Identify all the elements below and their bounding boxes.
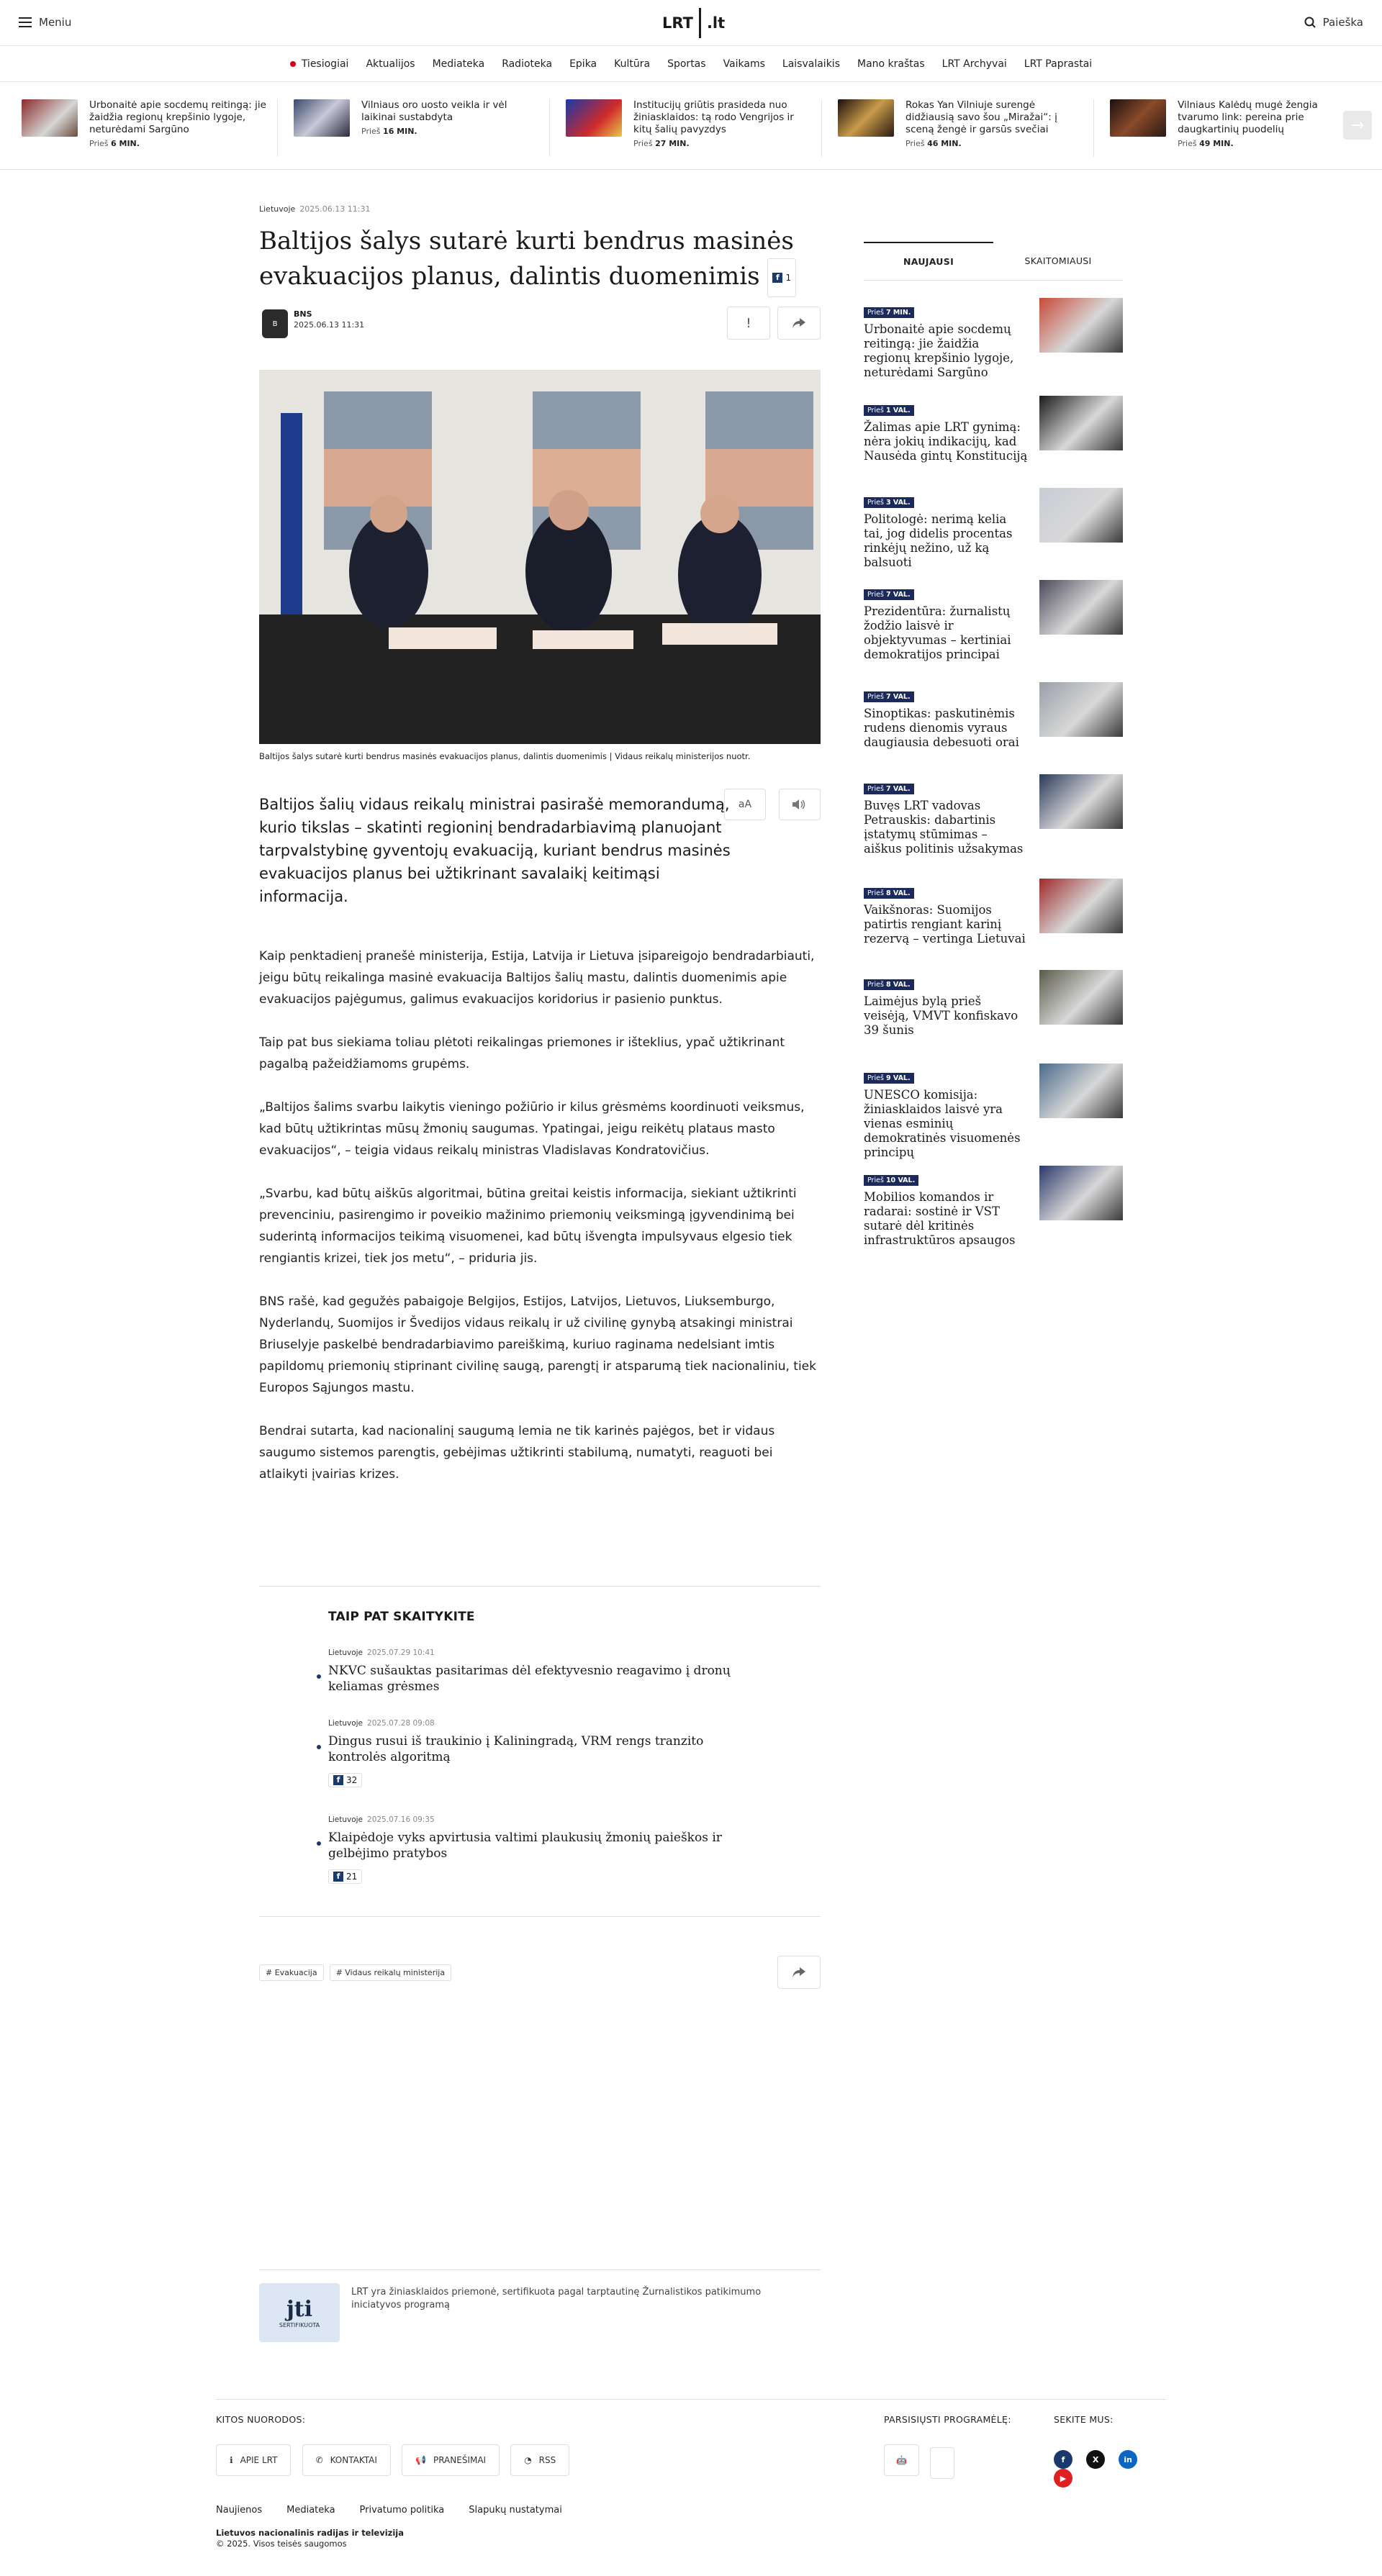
announcements-button[interactable]: 📢 PRANEŠIMAI — [402, 2444, 500, 2476]
jti-logo[interactable]: jti SERTIFIKUOTA — [259, 2283, 340, 2342]
also-read-section — [259, 1586, 821, 1917]
footer-link[interactable]: Mediateka — [286, 2505, 335, 2516]
jti-text: LRT yra žiniasklaidos priemonė, sertifikuota pagal tarptautinę Žurnalistikos patikimumo iniciatyvos programą — [351, 2287, 762, 2310]
strip-item[interactable] — [294, 99, 550, 157]
sidebar-item-title: Sinoptikas: paskutinėmis rudens dienomis vyraus daugiausia debesuoti orai — [864, 707, 1019, 749]
sidebar-item-title: Mobilios komandos ir radarai: sostinė ir VST sutarė dėl kritinės infrastruktūros apsaugos — [864, 1190, 1016, 1247]
article-section[interactable]: Lietuvoje — [259, 204, 296, 214]
article-meta — [259, 204, 821, 214]
article-lead: Baltijos šalių vidaus reikalų ministrai pasirašė memorandumą, kurio tikslas – skatinti regioninį bendradarbiavimą planuojant tarpvalstybinę gyventojų evakuaciją, kuriant bendrus masinės evakuacijos planus bei užtikrinant savalaikį keitimąsi informacija. — [259, 796, 731, 905]
sidebar-thumbnail — [1039, 396, 1123, 450]
strip-title: Vilniaus oro uosto veikla ir vėl laikinai sustabdyta — [361, 99, 507, 123]
sidebar-item-title: Prezidentūra: žurnalistų žodžio laisvė ir objektyvumas – kertiniai demokratijos principai — [864, 604, 1011, 661]
time-badge: Prieš 8 VAL. — [864, 979, 914, 990]
author-date: 2025.06.13 11:31 — [294, 320, 365, 330]
listen-button[interactable] — [779, 789, 821, 820]
strip-time: Prieš 16 MIN. — [361, 127, 417, 136]
strip-thumbnail — [566, 99, 622, 137]
tab-most-read[interactable]: SKAITOMIAUSI — [1024, 255, 1092, 266]
sidebar-item[interactable] — [864, 884, 1123, 946]
share-arrow-icon — [792, 1967, 805, 1977]
strip-item[interactable] — [838, 99, 1094, 157]
sidebar-item-title: Žalimas apie LRT gynimą: nėra jokių indikacijų, kad Nausėda gintų Konstituciją — [864, 420, 1028, 463]
share-button-bottom[interactable] — [777, 1956, 821, 1989]
social-links — [1054, 2450, 1166, 2487]
facebook-icon: f — [333, 1872, 343, 1882]
sidebar-tabs — [864, 242, 1123, 281]
tab-newest[interactable]: NAUJAUSI — [864, 242, 993, 280]
sidebar-item-title: Urbonaitė apie socdemų reitingą: jie žaidžia regionų krepšinio lygoje, neturėdami Sargūno — [864, 322, 1014, 379]
ios-app-button[interactable] — [930, 2447, 954, 2479]
nav-item[interactable]: Mano kraštas — [857, 58, 925, 70]
facebook-share-count[interactable]: f 32 — [328, 1773, 362, 1787]
sidebar-item[interactable] — [864, 976, 1123, 1038]
facebook-share-count[interactable]: f 21 — [328, 1869, 362, 1884]
also-read-meta: Lietuvoje 2025.07.28 09:08 — [328, 1719, 435, 1728]
sidebar-item[interactable] — [864, 688, 1123, 750]
strip-time: Prieš 6 MIN. — [89, 139, 140, 148]
jti-certification — [259, 2269, 821, 2342]
strip-item[interactable] — [22, 99, 278, 157]
rss-icon: ◔ — [524, 2455, 532, 2465]
facebook-icon: f — [333, 1775, 343, 1785]
speaker-icon — [792, 799, 807, 810]
paragraph: Taip pat bus siekiama toliau plėtoti reikalingas priemones ir išteklius, ypač užtikrinant pagalbą pažeidžiamoms grupėms. — [259, 1035, 785, 1071]
strip-thumbnail — [838, 99, 894, 137]
also-read-title: Dingus rusui iš traukinio į Kaliningradą, VRM rengs tranzito kontrolės algoritmą — [328, 1733, 760, 1765]
author-name: BNS — [294, 309, 312, 319]
strip-title: Urbonaitė apie socdemų reitingą: jie žaidžia regionų krepšinio lygoje, neturėdami Sargūno — [89, 99, 266, 135]
paragraph: Bendrai sutarta, kad nacionalinį saugumą lemia ne tik karinės pajėgos, bet ir vidaus saugumo sistemos parengtis, gebėjimas užtikrinti stabilumą, numatyti, reaguoti bei atlaikyti įvairias krizes. — [259, 1424, 775, 1482]
sidebar-item-title: Vaikšnoras: Suomijos patirtis rengiant karinį rezervą – vertinga Lietuvai — [864, 903, 1026, 945]
nav-item[interactable]: Radioteka — [502, 58, 553, 70]
share-button[interactable] — [777, 307, 821, 340]
menu-button[interactable] — [19, 16, 71, 29]
footer-link[interactable]: Privatumo politika — [359, 2505, 445, 2516]
also-read-item[interactable] — [328, 1815, 760, 1884]
sidebar-item-title: Buvęs LRT vadovas Petrauskis: dabartinis įstatymų stūmimas – aiškus politinis užsakymas — [864, 799, 1024, 856]
sidebar — [864, 242, 1123, 1247]
phone-icon: ✆ — [315, 2455, 323, 2465]
also-read-title: NKVC sušauktas pasitarimas dėl efektyvesnio reagavimo į dronų keliamas grėsmes — [328, 1663, 760, 1695]
hamburger-icon — [19, 17, 32, 27]
nav-item[interactable]: LRT Paprastai — [1024, 58, 1093, 70]
strip-title: Vilniaus Kalėdų mugė žengia tvarumo link: pereina prie daugkartinių puodelių — [1178, 99, 1318, 135]
reading-tools — [724, 789, 821, 820]
facebook-icon: f — [772, 273, 782, 283]
sidebar-item[interactable] — [864, 780, 1123, 856]
live-dot-icon — [290, 61, 296, 67]
author-block[interactable] — [262, 309, 364, 338]
time-badge: Prieš 3 VAL. — [864, 497, 914, 508]
strip-thumbnail — [22, 99, 78, 137]
strip-next-button[interactable] — [1343, 111, 1372, 140]
strip-thumbnail — [294, 99, 350, 137]
copyright-text: © 2025. Visos teisės saugomos — [216, 2539, 347, 2549]
sidebar-thumbnail — [1039, 488, 1123, 543]
menu-label: Meniu — [39, 16, 72, 29]
footer-link[interactable]: Slapukų nustatymai — [469, 2505, 562, 2516]
paragraph: „Baltijos šalims svarbu laikytis vieningo požiūrio ir kilus grėsmėms koordinuoti veiksmus, kad būtų užtikrintas mūsų žmonių saugumas. Ypatingai, jeigu reikėtų plataus masto evakuacijos“, – teigia vidaus reikalų ministras Vladislavas Kondratovičius. — [259, 1100, 805, 1158]
footer-link[interactable]: Naujienos — [216, 2505, 263, 2516]
sidebar-item[interactable] — [864, 586, 1123, 662]
font-size-icon: aA — [738, 799, 752, 810]
also-read-meta: Lietuvoje 2025.07.16 09:35 — [328, 1815, 435, 1824]
copyright — [216, 2528, 404, 2549]
nav-item[interactable]: Kultūra — [614, 58, 651, 70]
main-nav — [0, 46, 1382, 82]
font-size-button[interactable] — [724, 789, 766, 820]
avatar: B — [262, 309, 288, 338]
share-arrow-icon — [792, 318, 805, 328]
paragraph: BNS rašė, kad gegužės pabaigoje Belgijos, Estijos, Latvijos, Lietuvos, Liuksemburgo, Nyderlandų, Suomijos ir Švedijos vidaus reikalų ir už civilinę gynybą atsakingi ministrai Briuselyje paskelbė bendradarbiavimo pareiškimą, kuriuo raginama nedelsiant imtis papildomų priemonių stiprinant civilinę saugą, parengtį ir atsparumą tiek nacionaliniu, tiek Europos Sąjungos mastu. — [259, 1294, 816, 1395]
android-icon: 🤖 — [896, 2455, 907, 2465]
sidebar-item-title: UNESCO komisija: žiniasklaidos laisvė yra vienas esminių demokratinės visuomenės principų — [864, 1088, 1021, 1159]
ministers-signing-photo — [259, 370, 821, 744]
exclamation-icon: ! — [746, 315, 751, 331]
search-button[interactable] — [1304, 16, 1363, 29]
strip-title: Rokas Yan Vilniuje surengė didžiausią savo šou „Miražai“: į sceną žengė ir garsūs svečiai — [905, 99, 1057, 135]
time-badge: Prieš 10 VAL. — [864, 1175, 918, 1186]
rss-button[interactable]: ◔ RSS — [510, 2444, 569, 2476]
time-badge: Prieš 8 VAL. — [864, 888, 914, 899]
nav-item[interactable]: Mediateka — [432, 58, 485, 70]
sidebar-thumbnail — [1039, 879, 1123, 933]
linkedin-icon[interactable]: in — [1119, 2450, 1137, 2469]
sidebar-item-title: Politologė: nerimą kelia tai, jog didelis procentas rinkėjų nežino, už ką balsuoti — [864, 512, 1013, 569]
paragraph: Kaip penktadienį pranešė ministerija, Estija, Latvija ir Lietuva įsipareigojo bendradarbiauti, jeigu būtų reikalinga masinė evakuacija Baltijos šalių mastu, dalintis duomenimis apie evakuacijos pajėgumus, galimus evakuacijos koridorius ir pasienio punktus. — [259, 949, 815, 1007]
nav-item[interactable]: Aktualijos — [366, 58, 415, 70]
lrt-logo[interactable] — [662, 7, 725, 39]
also-read-meta: Lietuvoje 2025.07.29 10:41 — [328, 1648, 435, 1657]
nav-item[interactable]: LRT Archyvai — [941, 58, 1007, 70]
x-icon[interactable]: X — [1086, 2450, 1105, 2469]
article-tags — [259, 1964, 451, 1981]
strip-time: Prieš 27 MIN. — [633, 139, 690, 148]
youtube-icon[interactable]: ▶ — [1054, 2469, 1072, 2487]
footer-follow-label: SEKITE MUS: — [1054, 2414, 1114, 2425]
footer-buttons — [216, 2444, 577, 2476]
nav-item[interactable]: Sportas — [667, 58, 706, 70]
megaphone-icon: 📢 — [415, 2455, 426, 2465]
time-badge: Prieš 1 VAL. — [864, 405, 914, 416]
strip-time: Prieš 46 MIN. — [905, 139, 962, 148]
facebook-share-count[interactable]: f 1 — [767, 258, 796, 297]
tag-link[interactable]: # Vidaus reikalų ministerija — [330, 1964, 452, 1981]
logo-lt: .lt — [706, 14, 726, 32]
paragraph: „Svarbu, kad būtų aiškūs algoritmai, būtina greitai keistis informacija, siekiant užtikrinti prevenciniu, pasirengimo ir poveikio mažinimo priemonių veiksmingą įgyvendinimą bei suderintą informacijos teikimą visuomenei, kad būtų išvengta impulsyvaus elgesio tiek rengiantis krizei, tiek jos metu“, – priduria jis. — [259, 1187, 797, 1266]
info-icon: ℹ — [230, 2455, 233, 2465]
sidebar-thumbnail — [1039, 682, 1123, 737]
strip-item[interactable] — [566, 99, 822, 157]
strip-item[interactable] — [1110, 99, 1366, 157]
about-button[interactable]: ℹ APIE LRT — [216, 2444, 291, 2476]
also-read-item[interactable] — [328, 1719, 760, 1787]
search-icon — [1304, 17, 1316, 28]
nav-item[interactable]: Laisvalaikis — [782, 58, 840, 70]
article-title: Baltijos šalys sutarė kurti bendrus masinės evakuacijos planus, dalintis duomenimis f 1 — [259, 224, 821, 297]
time-badge: Prieš 7 MIN. — [864, 307, 914, 318]
sidebar-thumbnail — [1039, 1166, 1123, 1220]
logo-lrt: LRT — [662, 14, 693, 32]
article-date: 2025.06.13 11:31 — [299, 204, 371, 214]
organization-name: Lietuvos nacionalinis radijas ir televizija — [216, 2528, 405, 2538]
footer-app-label: PARSISIŲSTI PROGRAMĖLĘ: — [884, 2414, 1011, 2425]
article-body — [259, 945, 821, 1507]
nav-item-live[interactable]: Tiesiogiai — [281, 58, 358, 70]
sidebar-thumbnail — [1039, 970, 1123, 1025]
sidebar-item-title: Laimėjus bylą prieš veisėją, VMVT konfiskavo 39 šunis — [864, 994, 1019, 1037]
nav-item[interactable]: Vaikams — [723, 58, 765, 70]
sidebar-thumbnail — [1039, 1063, 1123, 1118]
time-badge: Prieš 7 VAL. — [864, 784, 914, 794]
nav-item[interactable]: Epika — [569, 58, 597, 70]
time-badge: Prieš 7 VAL. — [864, 691, 914, 702]
sidebar-item[interactable] — [864, 1069, 1123, 1160]
also-read-heading: TAIP PAT SKAITYKITE — [328, 1610, 475, 1624]
app-buttons — [884, 2444, 962, 2479]
tag-link[interactable]: # Evakuacija — [259, 1964, 324, 1981]
also-read-title: Klaipėdoje vyks apvirtusia valtimi plaukusių žmonių paieškos ir gelbėjimo pratybos — [328, 1830, 760, 1861]
strip-thumbnail — [1110, 99, 1166, 137]
sidebar-thumbnail — [1039, 580, 1123, 635]
contacts-button[interactable]: ✆ KONTAKTAI — [302, 2444, 391, 2476]
arrow-right-icon: → — [1350, 116, 1365, 135]
sidebar-item[interactable] — [864, 1171, 1123, 1248]
sidebar-item[interactable] — [864, 304, 1123, 380]
sidebar-thumbnail — [1039, 774, 1123, 829]
footer-bottom-links — [216, 2505, 562, 2516]
news-strip — [0, 82, 1382, 170]
facebook-icon[interactable]: f — [1054, 2450, 1072, 2469]
android-app-button[interactable] — [884, 2444, 919, 2476]
sidebar-item[interactable] — [864, 402, 1123, 463]
article-actions — [727, 307, 821, 340]
footer-links-label: KITOS NUORODOS: — [216, 2414, 306, 2425]
article-photo[interactable] — [259, 370, 821, 744]
search-label: Paieška — [1322, 16, 1363, 29]
top-header — [0, 0, 1382, 46]
also-read-item[interactable] — [328, 1648, 760, 1695]
photo-caption: Baltijos šalys sutarė kurti bendrus masinės evakuacijos planus, dalintis duomenimis | Vidaus reikalų ministerijos nuotr. — [259, 751, 751, 761]
time-badge: Prieš 9 VAL. — [864, 1073, 914, 1084]
strip-time: Prieš 49 MIN. — [1178, 139, 1234, 148]
sidebar-thumbnail — [1039, 298, 1123, 353]
article — [259, 204, 821, 2328]
time-badge: Prieš 7 VAL. — [864, 589, 914, 600]
strip-title: Institucijų griūtis prasideda nuo žiniasklaidos: tą rodo Vengrijos ir kitų šalių pavyzdys — [633, 99, 794, 135]
footer — [216, 2399, 1166, 2549]
report-error-button[interactable] — [727, 307, 770, 340]
sidebar-item[interactable] — [864, 494, 1123, 570]
